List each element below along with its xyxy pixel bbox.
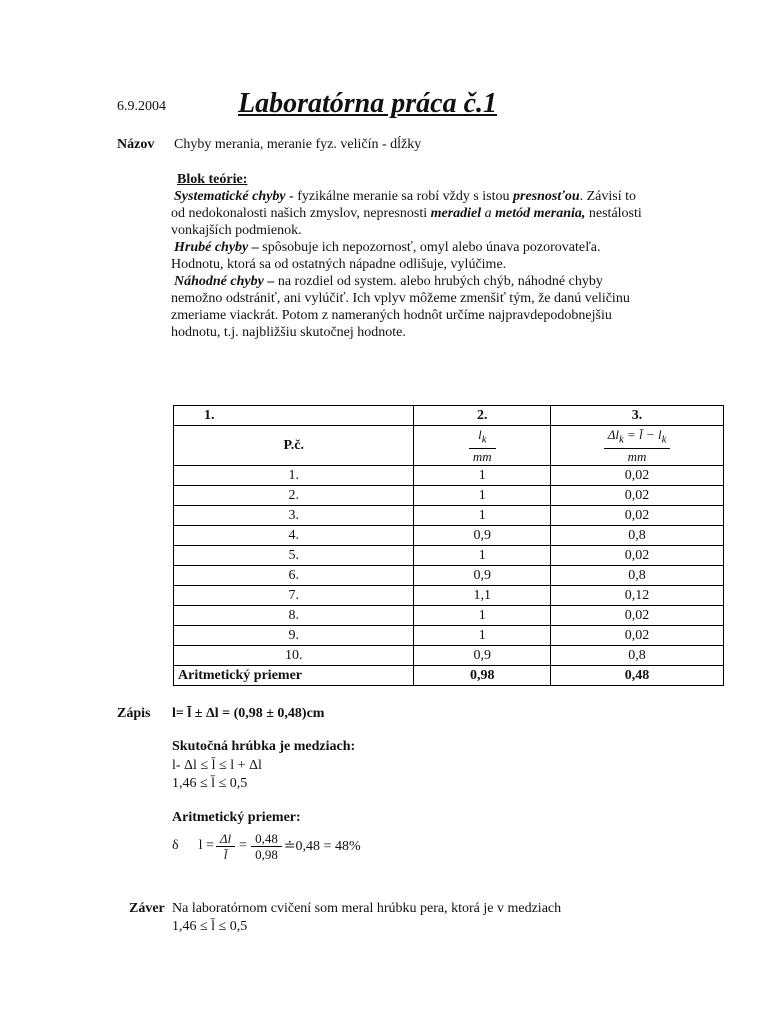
table-column-number-row bbox=[174, 406, 724, 426]
deviation-subscript-1: k bbox=[618, 433, 624, 446]
deviation-unit: mm bbox=[627, 448, 647, 464]
length-fraction bbox=[469, 427, 496, 464]
col-number-3: 3. bbox=[551, 406, 724, 426]
document-title: Laboratórna práca č.1 bbox=[238, 88, 497, 119]
row-deviation: 0,02 bbox=[551, 546, 724, 566]
theory-metod: metód merania, bbox=[495, 206, 586, 221]
header-deviation bbox=[551, 426, 724, 466]
deviation-symbol: Δl bbox=[607, 427, 619, 443]
theory-block bbox=[171, 171, 671, 341]
table-row bbox=[174, 606, 724, 626]
row-length: 0,9 bbox=[414, 646, 551, 666]
row-number: 10. bbox=[174, 646, 414, 666]
mean-heading: Aritmetický priemer: bbox=[172, 810, 301, 825]
nahodne-text: na rozdiel od system. alebo hrubých chýb, náhodné chyby bbox=[274, 274, 603, 289]
length-subscript: k bbox=[481, 433, 487, 446]
length-symbol: l bbox=[478, 427, 482, 443]
row-length: 1 bbox=[414, 466, 551, 486]
eq-mid: = bbox=[239, 838, 248, 853]
row-deviation: 0,8 bbox=[551, 566, 724, 586]
footer-deviation-mean: 0,48 bbox=[551, 666, 724, 686]
row-number: 7. bbox=[174, 586, 414, 606]
row-number: 4. bbox=[174, 526, 414, 546]
deviation-subscript-2: k bbox=[661, 433, 667, 446]
row-number: 8. bbox=[174, 606, 414, 626]
col-number-2: 2. bbox=[414, 406, 551, 426]
row-length: 1 bbox=[414, 506, 551, 526]
eq-right: ≐0,48 = 48% bbox=[283, 838, 361, 854]
row-deviation: 0,02 bbox=[551, 466, 724, 486]
systematic-text-2: . Závisí to bbox=[579, 189, 636, 204]
row-length: 1 bbox=[414, 626, 551, 646]
eq-left: l = bbox=[198, 838, 214, 853]
header-length bbox=[414, 426, 551, 466]
row-number: 1. bbox=[174, 466, 414, 486]
theory-line9: hodnotu, t.j. najbližšiu skutočnej hodnote. bbox=[171, 325, 406, 340]
theory-meradiel: meradiel bbox=[430, 206, 482, 221]
zapis-label: Zápis bbox=[117, 706, 151, 721]
relative-error-formula bbox=[172, 828, 361, 864]
zaver-range: 1,46 ≤ l̄ ≤ 0,5 bbox=[172, 919, 248, 934]
row-length: 1,1 bbox=[414, 586, 551, 606]
systematic-emph: presnosťou bbox=[513, 189, 580, 204]
zaver-text: Na laboratórnom cvičení som meral hrúbku pera, ktorá je v medziach bbox=[172, 901, 562, 916]
nazov-value: Chyby merania, meranie fyz. veličín - dĺžky bbox=[174, 137, 422, 152]
table-row bbox=[174, 586, 724, 606]
range-line-1: l- Δl ≤ l̄ ≤ l + Δl bbox=[172, 758, 262, 773]
fraction-delta-over-mean bbox=[216, 831, 235, 862]
table-header-row bbox=[174, 426, 724, 466]
deviation-fraction-num bbox=[604, 427, 671, 449]
footer-length-mean: 0,98 bbox=[414, 666, 551, 686]
table-row bbox=[174, 566, 724, 586]
deviation-formula-mid: = l̄ − l bbox=[623, 427, 662, 443]
theory-line2-a2: a bbox=[481, 206, 496, 221]
frac2-den: 0,98 bbox=[255, 846, 278, 862]
table-row bbox=[174, 486, 724, 506]
table-row bbox=[174, 626, 724, 646]
fraction-values bbox=[251, 831, 282, 862]
hrube-text: spôsobuje ich nepozornosť, omyl alebo únava pozorovateľa. bbox=[258, 240, 601, 255]
deviation-fraction bbox=[604, 427, 671, 464]
document-date: 6.9.2004 bbox=[117, 99, 166, 114]
zapis-formula: l= l̄ ± Δl = (0,98 ± 0,48)cm bbox=[172, 706, 325, 721]
frac2-num: 0,48 bbox=[251, 831, 282, 847]
nahodne-term: Náhodné chyby – bbox=[174, 274, 275, 289]
row-deviation: 0,12 bbox=[551, 586, 724, 606]
row-number: 5. bbox=[174, 546, 414, 566]
row-length: 0,9 bbox=[414, 526, 551, 546]
row-length: 0,9 bbox=[414, 566, 551, 586]
range-heading: Skutočná hrúbka je medziach: bbox=[172, 739, 356, 754]
theory-line5: Hodnotu, ktorá sa od ostatných nápadne odlišuje, vylúčime. bbox=[171, 257, 507, 272]
length-unit: mm bbox=[472, 448, 492, 464]
systematic-term: Systematické chyby - bbox=[174, 189, 294, 204]
zaver-label: Záver bbox=[129, 901, 165, 916]
row-length: 1 bbox=[414, 606, 551, 626]
row-length: 1 bbox=[414, 546, 551, 566]
delta-symbol: δ bbox=[172, 838, 179, 853]
frac1-den: l̄ bbox=[223, 846, 228, 862]
hrube-term: Hrubé chyby – bbox=[174, 240, 259, 255]
row-number: 6. bbox=[174, 566, 414, 586]
row-length: 1 bbox=[414, 486, 551, 506]
col-number-1: 1. bbox=[174, 406, 414, 426]
row-number: 2. bbox=[174, 486, 414, 506]
row-deviation: 0,02 bbox=[551, 486, 724, 506]
nazov-label: Názov bbox=[117, 137, 155, 152]
header-poradove-cislo: P.č. bbox=[174, 426, 414, 466]
range-line-2: 1,46 ≤ l̄ ≤ 0,5 bbox=[172, 776, 248, 791]
row-deviation: 0,8 bbox=[551, 646, 724, 666]
frac1-num: Δl bbox=[216, 831, 235, 847]
table-row bbox=[174, 506, 724, 526]
theory-heading: Blok teórie: bbox=[177, 172, 248, 187]
systematic-text-1: fyzikálne meranie sa robí vždy s istou bbox=[293, 189, 514, 204]
theory-line2-a: od nedokonalosti našich zmyslov, nepresnosti bbox=[171, 206, 431, 221]
row-deviation: 0,8 bbox=[551, 526, 724, 546]
table-row bbox=[174, 526, 724, 546]
measurement-table bbox=[173, 405, 724, 686]
row-deviation: 0,02 bbox=[551, 506, 724, 526]
theory-line2-b: nestálosti bbox=[585, 206, 642, 221]
row-number: 9. bbox=[174, 626, 414, 646]
theory-line8: zmeriame viackrát. Potom z nameraných hodnôt určíme najpravdepodobnejšiu bbox=[171, 308, 612, 323]
table-row bbox=[174, 546, 724, 566]
theory-line7: nemožno odstrániť, ani vylúčiť. Ich vplyv môžeme zmenšiť tým, že danú veličinu bbox=[171, 291, 630, 306]
table-row bbox=[174, 466, 724, 486]
theory-line3: vonkajších podmienok. bbox=[171, 223, 302, 238]
footer-label: Aritmetický priemer bbox=[174, 666, 414, 686]
row-deviation: 0,02 bbox=[551, 606, 724, 626]
table-footer-row bbox=[174, 666, 724, 686]
row-number: 3. bbox=[174, 506, 414, 526]
table-row bbox=[174, 646, 724, 666]
row-deviation: 0,02 bbox=[551, 626, 724, 646]
length-fraction-num bbox=[469, 427, 496, 449]
